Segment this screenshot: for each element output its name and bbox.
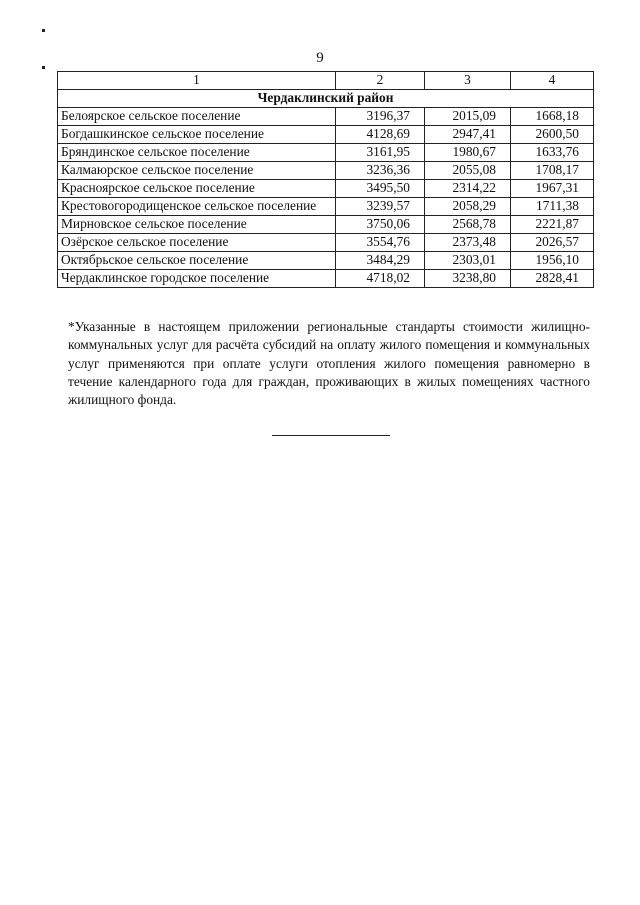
cell-value: 4718,02 <box>336 270 425 288</box>
cell-value: 2221,87 <box>511 216 594 234</box>
settlement-name: Красноярское сельское поселение <box>58 180 336 198</box>
settlement-name: Калмаюрское сельское поселение <box>58 162 336 180</box>
column-header: 4 <box>511 72 594 90</box>
settlement-name: Крестовогородищенское сельское поселение <box>58 198 336 216</box>
cell-value: 2055,08 <box>425 162 511 180</box>
settlement-name: Чердаклинское городское поселение <box>58 270 336 288</box>
cell-value: 1633,76 <box>511 144 594 162</box>
cell-value: 2373,48 <box>425 234 511 252</box>
cell-value: 2568,78 <box>425 216 511 234</box>
cell-value: 4128,69 <box>336 126 425 144</box>
cell-value: 3196,37 <box>336 108 425 126</box>
table-row <box>58 216 594 234</box>
table-row <box>58 144 594 162</box>
cell-value: 3236,36 <box>336 162 425 180</box>
column-header: 1 <box>58 72 336 90</box>
closing-divider <box>272 435 390 436</box>
cell-value: 1711,38 <box>511 198 594 216</box>
table-row <box>58 108 594 126</box>
page-number: 9 <box>316 50 324 66</box>
table-row <box>58 162 594 180</box>
table-row <box>58 198 594 216</box>
cell-value: 3484,29 <box>336 252 425 270</box>
cell-value: 1967,31 <box>511 180 594 198</box>
table-row <box>58 126 594 144</box>
cell-value: 2026,57 <box>511 234 594 252</box>
region-title: Чердаклинский район <box>58 90 594 108</box>
standards-table <box>57 71 594 288</box>
cell-value: 3495,50 <box>336 180 425 198</box>
cell-value: 1956,10 <box>511 252 594 270</box>
table-row <box>58 234 594 252</box>
settlement-name: Бряндинское сельское поселение <box>58 144 336 162</box>
cell-value: 2314,22 <box>425 180 511 198</box>
region-row <box>58 90 594 108</box>
column-header: 2 <box>336 72 425 90</box>
cell-value: 1708,17 <box>511 162 594 180</box>
cell-value: 1668,18 <box>511 108 594 126</box>
table-header-row <box>58 72 594 90</box>
column-header: 3 <box>425 72 511 90</box>
cell-value: 1980,67 <box>425 144 511 162</box>
table-row <box>58 270 594 288</box>
cell-value: 2015,09 <box>425 108 511 126</box>
table-row <box>58 180 594 198</box>
cell-value: 2303,01 <box>425 252 511 270</box>
cell-value: 3554,76 <box>336 234 425 252</box>
cell-value: 3238,80 <box>425 270 511 288</box>
cell-value: 2058,29 <box>425 198 511 216</box>
settlement-name: Мирновское сельское поселение <box>58 216 336 234</box>
table-row <box>58 252 594 270</box>
settlement-name: Октябрьское сельское поселение <box>58 252 336 270</box>
cell-value: 3750,06 <box>336 216 425 234</box>
scan-mark <box>42 29 45 32</box>
cell-value: 2947,41 <box>425 126 511 144</box>
settlement-name: Богдашкинское сельское поселение <box>58 126 336 144</box>
cell-value: 3239,57 <box>336 198 425 216</box>
cell-value: 2828,41 <box>511 270 594 288</box>
cell-value: 3161,95 <box>336 144 425 162</box>
settlement-name: Озёрское сельское поселение <box>58 234 336 252</box>
cell-value: 2600,50 <box>511 126 594 144</box>
footnote: *Указанные в настоящем приложении региональные стандарты стоимости жилищно-коммунальных услуг для расчёта субсидий на оплату жилого помещения и коммунальных услуг применяются при оплате услуги отопления жилого помещения равномерно в течение календарного года для граждан, проживающих в жилых помещениях частного жилищного фонда. <box>68 319 590 408</box>
settlement-name: Белоярское сельское поселение <box>58 108 336 126</box>
